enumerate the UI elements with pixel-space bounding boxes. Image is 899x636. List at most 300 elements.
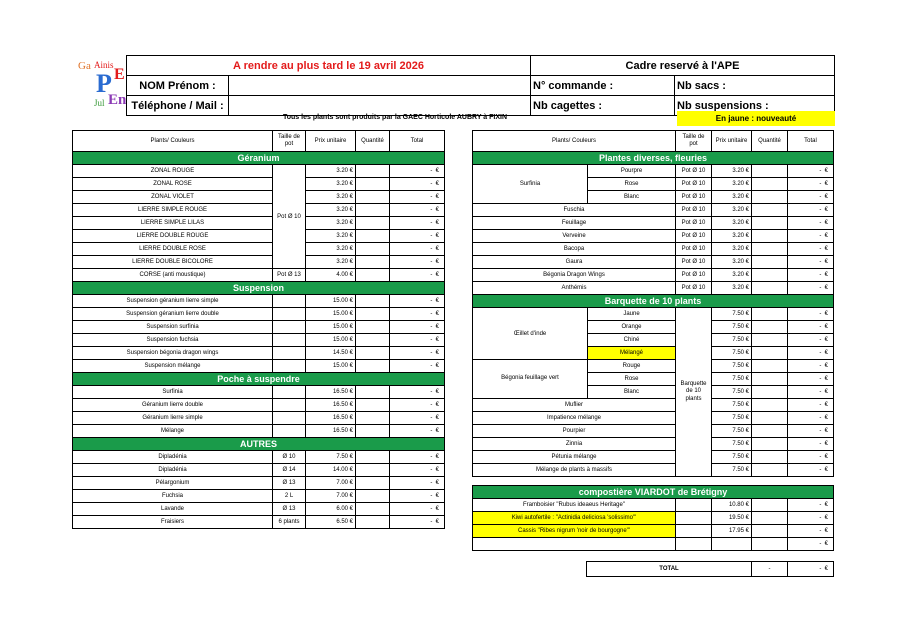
product-name: Pélargonium: [73, 477, 273, 490]
logo-text-p: P: [96, 69, 112, 98]
table-row: [73, 412, 445, 425]
table-row: [473, 204, 834, 217]
table-row: [73, 217, 445, 230]
pot-size: [273, 295, 306, 308]
quantity-input[interactable]: [356, 295, 390, 308]
product-name: [473, 538, 676, 551]
product-name: LIERRE SIMPLE ROUGE: [73, 204, 273, 217]
unit-price: 3.20 €: [712, 191, 752, 204]
product-name: Verveine: [473, 230, 676, 243]
quantity-input[interactable]: [356, 334, 390, 347]
table-row: [473, 165, 834, 178]
row-total: - €: [788, 308, 834, 321]
header-form: [126, 55, 835, 116]
section-poche: Poche à suspendre: [73, 373, 445, 386]
pot-size: [273, 347, 306, 360]
table-row: [73, 490, 445, 503]
row-total: - €: [390, 490, 445, 503]
quantity-input[interactable]: [356, 490, 390, 503]
product-name: Bacopa: [473, 243, 676, 256]
table-row: [473, 425, 834, 438]
table-row: [73, 230, 445, 243]
col-pot-size: Taille de pot: [676, 131, 712, 152]
logo-text-ga: Ga: [78, 60, 91, 72]
row-total: - €: [390, 399, 445, 412]
row-total: - €: [788, 412, 834, 425]
product-name: Œillet d'inde: [473, 308, 588, 360]
unit-price: 7.50 €: [712, 464, 752, 477]
table-row: [473, 538, 834, 551]
quantity-input[interactable]: [752, 256, 788, 269]
quantity-input[interactable]: [356, 412, 390, 425]
table-row: [473, 512, 834, 525]
quantity-input[interactable]: [752, 525, 788, 538]
pot-size: Pot Ø 10: [273, 165, 306, 269]
row-total: - €: [390, 516, 445, 529]
table-row: [73, 386, 445, 399]
table-row: [473, 230, 834, 243]
row-total: - €: [390, 360, 445, 373]
table-row: [473, 499, 834, 512]
color-variant: Chiné: [588, 334, 676, 347]
quantity-input[interactable]: [752, 282, 788, 295]
row-total: - €: [390, 269, 445, 282]
quantity-input[interactable]: [752, 360, 788, 373]
unit-price: 3.20 €: [712, 282, 752, 295]
row-total: - €: [788, 425, 834, 438]
color-variant: Rose: [588, 373, 676, 386]
unit-price: 14.00 €: [306, 464, 356, 477]
unit-price: 3.20 €: [306, 256, 356, 269]
quantity-input[interactable]: [752, 165, 788, 178]
table-row: [73, 425, 445, 438]
quantity-input[interactable]: [752, 334, 788, 347]
left-order-table: [72, 130, 445, 529]
unit-price: 7.50 €: [712, 347, 752, 360]
unit-price: 3.20 €: [712, 178, 752, 191]
unit-price: 15.00 €: [306, 308, 356, 321]
color-variant: Orange: [588, 321, 676, 334]
table-row: [473, 256, 834, 269]
table-row: [473, 217, 834, 230]
unit-price: 10.80 €: [712, 499, 752, 512]
table-row: [73, 243, 445, 256]
row-total: - €: [390, 386, 445, 399]
row-total: - €: [788, 256, 834, 269]
row-total: - €: [390, 321, 445, 334]
row-total: - €: [390, 178, 445, 191]
row-total: - €: [788, 269, 834, 282]
phone-field[interactable]: [229, 96, 531, 116]
pot-size: 6 plants: [273, 516, 306, 529]
quantity-input[interactable]: [356, 425, 390, 438]
quantity-input[interactable]: [752, 308, 788, 321]
row-total: - €: [788, 217, 834, 230]
row-total: - €: [788, 347, 834, 360]
pot-size: 2 L: [273, 490, 306, 503]
pot-size: Pot Ø 10: [676, 178, 712, 191]
pot-size: Pot Ø 10: [676, 191, 712, 204]
product-name: Anthémis: [473, 282, 676, 295]
quantity-input[interactable]: [752, 204, 788, 217]
product-name: CORSE (anti moustique): [73, 269, 273, 282]
producer-note: Tous les plants sont produits par la GAEC Horticole AUBRY à FIXIN: [283, 114, 508, 121]
product-name: Fuschia: [473, 204, 676, 217]
unit-price: 3.20 €: [306, 204, 356, 217]
quantity-input[interactable]: [356, 386, 390, 399]
quantity-input[interactable]: [752, 451, 788, 464]
new-items-legend: En jaune : nouveauté: [677, 111, 835, 126]
pot-size: [273, 308, 306, 321]
row-total: - €: [390, 191, 445, 204]
trays-field[interactable]: Nb cagettes :: [531, 96, 675, 116]
product-name: LIERRE DOUBLE ROSE: [73, 243, 273, 256]
col-unit-price: Prix unitaire: [306, 131, 356, 152]
quantity-input[interactable]: [752, 386, 788, 399]
table-row: [73, 347, 445, 360]
quantity-input[interactable]: [752, 412, 788, 425]
order-number-field[interactable]: N° commande :: [531, 76, 675, 96]
row-total: - €: [788, 438, 834, 451]
pot-size: Pot Ø 10: [676, 165, 712, 178]
unit-price: 17.95 €: [712, 525, 752, 538]
quantity-input[interactable]: [356, 451, 390, 464]
pot-size: [676, 512, 712, 525]
pot-size: Pot Ø 10: [676, 204, 712, 217]
color-variant: Rose: [588, 178, 676, 191]
table-row: [73, 516, 445, 529]
row-total: - €: [788, 334, 834, 347]
unit-price: 7.00 €: [306, 490, 356, 503]
unit-price: 3.20 €: [306, 191, 356, 204]
phone-label: Téléphone / Mail :: [127, 96, 229, 116]
quantity-input[interactable]: [752, 230, 788, 243]
row-total: - €: [390, 217, 445, 230]
pot-size: Ø 10: [273, 451, 306, 464]
table-row: [473, 525, 834, 538]
product-name: LIERRE SIMPLE LILAS: [73, 217, 273, 230]
product-name: Suspension mélange: [73, 360, 273, 373]
col-plants: Plants/ Couleurs: [473, 131, 676, 152]
total-label: TOTAL: [587, 562, 752, 577]
bags-field[interactable]: Nb sacs :: [675, 76, 835, 96]
quantity-input[interactable]: [752, 191, 788, 204]
table-row: [73, 256, 445, 269]
unit-price: 7.50 €: [712, 308, 752, 321]
unit-price: [712, 538, 752, 551]
row-total: - €: [788, 178, 834, 191]
product-name: Suspension surfinia: [73, 321, 273, 334]
row-total: - €: [788, 399, 834, 412]
product-name: Feuillage: [473, 217, 676, 230]
table-row: [473, 308, 834, 321]
total-quantity: -: [752, 562, 788, 577]
quantity-input[interactable]: [356, 243, 390, 256]
quantity-input[interactable]: [356, 516, 390, 529]
table-row: [73, 321, 445, 334]
table-row: [73, 334, 445, 347]
unit-price: 7.50 €: [712, 373, 752, 386]
product-name: Fuchsia: [73, 490, 273, 503]
pot-size: Pot Ø 10: [676, 230, 712, 243]
quantity-input[interactable]: [356, 269, 390, 282]
unit-price: 15.00 €: [306, 321, 356, 334]
quantity-input[interactable]: [752, 464, 788, 477]
unit-price: 3.20 €: [306, 217, 356, 230]
unit-price: 16.50 €: [306, 412, 356, 425]
table-row: [473, 243, 834, 256]
logo-text-ainis: Ainis: [94, 60, 114, 70]
unit-price: 3.20 €: [712, 204, 752, 217]
unit-price: 14.50 €: [306, 347, 356, 360]
quantity-input[interactable]: [752, 538, 788, 551]
unit-price: 3.20 €: [712, 256, 752, 269]
table-row: [473, 269, 834, 282]
color-variant: Blanc: [588, 386, 676, 399]
product-name: Pourpier: [473, 425, 676, 438]
row-total: - €: [390, 425, 445, 438]
table-row: [73, 269, 445, 282]
product-name: Impatience mélange: [473, 412, 676, 425]
total-table: [586, 561, 834, 577]
quantity-input[interactable]: [356, 178, 390, 191]
quantity-input[interactable]: [752, 269, 788, 282]
row-total: - €: [788, 538, 834, 551]
unit-price: 3.20 €: [712, 165, 752, 178]
col-pot-size: Taille de pot: [273, 131, 306, 152]
col-quantity: Quantité: [752, 131, 788, 152]
quantity-input[interactable]: [752, 347, 788, 360]
quantity-input[interactable]: [752, 512, 788, 525]
pot-size: Ø 13: [273, 503, 306, 516]
row-total: - €: [788, 386, 834, 399]
row-total: - €: [788, 360, 834, 373]
table-row: [73, 165, 445, 178]
product-name: Mélange: [73, 425, 273, 438]
pot-size: Ø 13: [273, 477, 306, 490]
color-variant: Rouge: [588, 360, 676, 373]
row-total: - €: [390, 451, 445, 464]
pot-size: [273, 360, 306, 373]
product-name: ZONAL ROSE: [73, 178, 273, 191]
row-total: - €: [390, 347, 445, 360]
row-total: - €: [788, 499, 834, 512]
quantity-input[interactable]: [356, 217, 390, 230]
unit-price: 3.20 €: [712, 243, 752, 256]
product-name: Suspension géranium lierre simple: [73, 295, 273, 308]
row-total: - €: [788, 165, 834, 178]
color-variant: Blanc: [588, 191, 676, 204]
logo-text-en: En: [108, 92, 127, 108]
product-name: Pétunia mélange: [473, 451, 676, 464]
pot-size: Ø 14: [273, 464, 306, 477]
product-name: Muflier: [473, 399, 676, 412]
unit-price: 6.50 €: [306, 516, 356, 529]
quantity-input[interactable]: [752, 373, 788, 386]
quantity-input[interactable]: [752, 425, 788, 438]
product-name: Lavande: [73, 503, 273, 516]
unit-price: 3.20 €: [306, 178, 356, 191]
unit-price: 7.50 €: [712, 438, 752, 451]
right-order-table: [472, 130, 834, 477]
product-name: Dipladénia: [73, 451, 273, 464]
table-row: [73, 178, 445, 191]
row-total: - €: [390, 230, 445, 243]
product-name: Gaura: [473, 256, 676, 269]
product-name: ZONAL VIOLET: [73, 191, 273, 204]
pot-size: [676, 525, 712, 538]
unit-price: 16.50 €: [306, 386, 356, 399]
quantity-input[interactable]: [356, 308, 390, 321]
unit-price: 7.50 €: [712, 386, 752, 399]
pot-size: Pot Ø 10: [676, 256, 712, 269]
section-compost: compostière VIARDOT de Brétigny: [473, 486, 834, 499]
quantity-input[interactable]: [752, 321, 788, 334]
quantity-input[interactable]: [356, 165, 390, 178]
product-name: Dipladénia: [73, 464, 273, 477]
logo-text-e: E: [114, 66, 125, 83]
row-total: - €: [390, 256, 445, 269]
pot-size: [676, 499, 712, 512]
unit-price: 7.50 €: [712, 412, 752, 425]
quantity-input[interactable]: [752, 438, 788, 451]
unit-price: 16.50 €: [306, 399, 356, 412]
compost-table: [472, 485, 834, 551]
ape-reserved-title: Cadre reservé à l'APE: [531, 56, 835, 76]
section-barquette: Barquette de 10 plants: [473, 295, 834, 308]
quantity-input[interactable]: [356, 399, 390, 412]
unit-price: 7.50 €: [712, 425, 752, 438]
quantity-input[interactable]: [356, 477, 390, 490]
section-autres: AUTRES: [73, 438, 445, 451]
quantity-input[interactable]: [356, 191, 390, 204]
product-name: Suspension bégonia dragon wings: [73, 347, 273, 360]
product-name: Géranium lierre simple: [73, 412, 273, 425]
product-name: Zinnia: [473, 438, 676, 451]
unit-price: 3.20 €: [306, 243, 356, 256]
row-total: - €: [390, 295, 445, 308]
col-total: Total: [390, 131, 445, 152]
unit-price: 4.00 €: [306, 269, 356, 282]
table-row: [73, 451, 445, 464]
row-total: - €: [788, 321, 834, 334]
quantity-input[interactable]: [752, 217, 788, 230]
row-total: - €: [390, 477, 445, 490]
product-name: LIERRE DOUBLE BICOLORE: [73, 256, 273, 269]
quantity-input[interactable]: [752, 178, 788, 191]
unit-price: 3.20 €: [306, 165, 356, 178]
product-name: Géranium lierre double: [73, 399, 273, 412]
row-total: - €: [788, 282, 834, 295]
pot-size: Pot Ø 10: [676, 243, 712, 256]
unit-price: 15.00 €: [306, 295, 356, 308]
table-row: [473, 282, 834, 295]
row-total: - €: [788, 243, 834, 256]
pot-size: [273, 412, 306, 425]
pot-size: [273, 321, 306, 334]
product-name: Cassis "Ribes nigrum 'noir de bourgogne'": [473, 525, 676, 538]
color-variant: Jaune: [588, 308, 676, 321]
quantity-input[interactable]: [356, 347, 390, 360]
product-name: Framboisier "Rubus ideaeus Heritage": [473, 499, 676, 512]
unit-price: 7.50 €: [306, 451, 356, 464]
unit-price: 3.20 €: [712, 269, 752, 282]
col-unit-price: Prix unitaire: [712, 131, 752, 152]
quantity-input[interactable]: [356, 321, 390, 334]
logo-text-jul: Jul: [94, 98, 105, 108]
row-total: - €: [788, 230, 834, 243]
deadline-text: A rendre au plus tard le 19 avril 2026: [127, 56, 531, 76]
quantity-input[interactable]: [356, 204, 390, 217]
quantity-input[interactable]: [356, 256, 390, 269]
pot-size: [273, 334, 306, 347]
product-name: Fraisiers: [73, 516, 273, 529]
unit-price: 3.20 €: [712, 230, 752, 243]
product-name: Surfinia: [73, 386, 273, 399]
unit-price: 15.00 €: [306, 334, 356, 347]
row-total: - €: [390, 204, 445, 217]
product-name: Suspension géranium lierre double: [73, 308, 273, 321]
product-name: LIERRE DOUBLE ROUGE: [73, 230, 273, 243]
unit-price: 6.00 €: [306, 503, 356, 516]
pot-size: [273, 399, 306, 412]
quantity-input[interactable]: [752, 499, 788, 512]
quantity-input[interactable]: [356, 503, 390, 516]
product-name: ZONAL ROUGE: [73, 165, 273, 178]
quantity-input[interactable]: [752, 243, 788, 256]
table-row: [73, 308, 445, 321]
row-total: - €: [390, 165, 445, 178]
table-row: [73, 295, 445, 308]
unit-price: 7.50 €: [712, 451, 752, 464]
table-row: [73, 503, 445, 516]
unit-price: 7.50 €: [712, 360, 752, 373]
product-name: Surfinia: [473, 165, 588, 204]
row-total: - €: [390, 243, 445, 256]
table-row: [73, 399, 445, 412]
section-geranium: Géranium: [73, 152, 445, 165]
quantity-input[interactable]: [752, 399, 788, 412]
quantity-input[interactable]: [356, 360, 390, 373]
row-total: - €: [390, 412, 445, 425]
grand-total: - €: [788, 562, 834, 577]
product-name: Kiwi autofertile : "Actinidia deliciosa 'solissimo'": [473, 512, 676, 525]
suspensions-field[interactable]: Nb suspensions :: [675, 96, 835, 116]
unit-price: 16.50 €: [306, 425, 356, 438]
col-quantity: Quantité: [356, 131, 390, 152]
name-label: NOM Prénom :: [127, 76, 229, 96]
unit-price: 3.20 €: [712, 217, 752, 230]
name-field[interactable]: [229, 76, 531, 96]
table-row: [473, 360, 834, 373]
table-row: [73, 191, 445, 204]
pot-size: [676, 538, 712, 551]
col-plants: Plants/ Couleurs: [73, 131, 273, 152]
unit-price: 3.20 €: [306, 230, 356, 243]
product-name: Suspension fuchsia: [73, 334, 273, 347]
pot-size: Pot Ø 13: [273, 269, 306, 282]
row-total: - €: [788, 464, 834, 477]
unit-price: 19.50 €: [712, 512, 752, 525]
quantity-input[interactable]: [356, 464, 390, 477]
table-row: [73, 204, 445, 217]
quantity-input[interactable]: [356, 230, 390, 243]
unit-price: 7.50 €: [712, 334, 752, 347]
row-total: - €: [390, 464, 445, 477]
row-total: - €: [788, 373, 834, 386]
table-row: [73, 464, 445, 477]
pot-size: Pot Ø 10: [676, 269, 712, 282]
